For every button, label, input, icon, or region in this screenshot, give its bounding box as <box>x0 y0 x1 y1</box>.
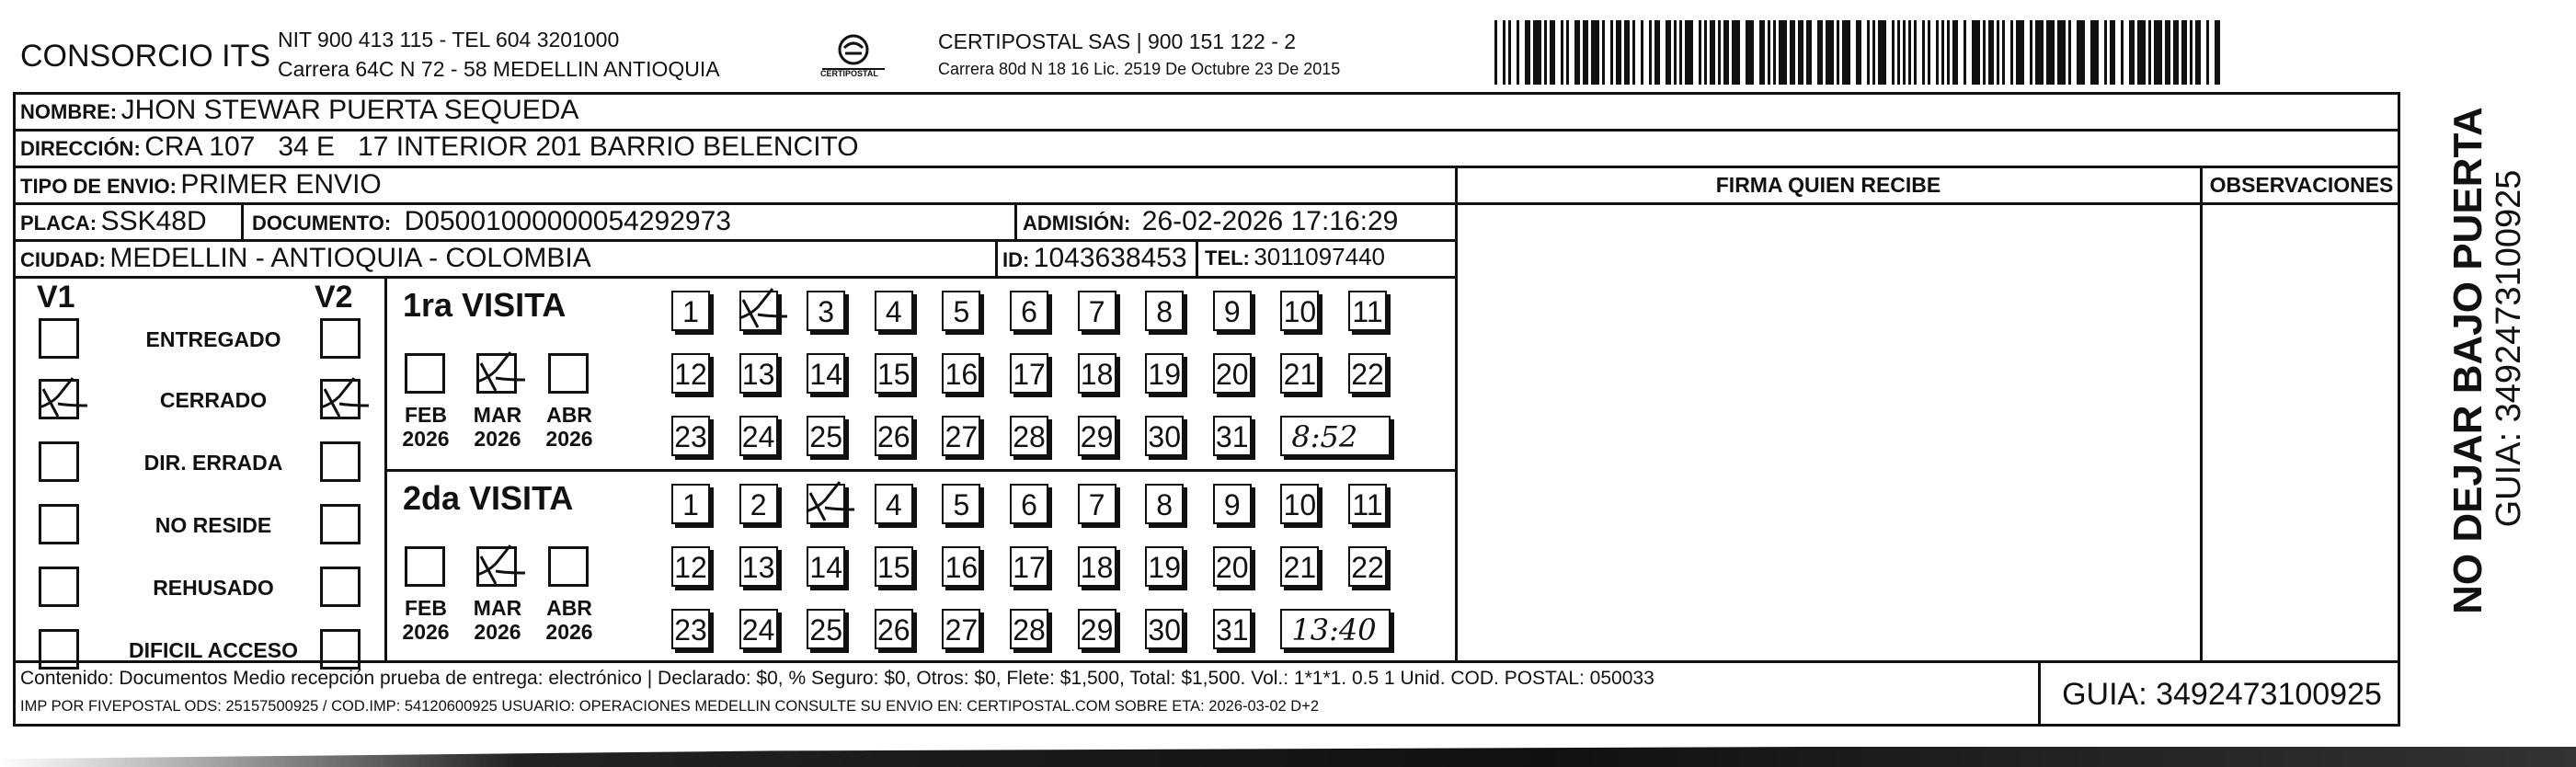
status-label: NO RESIDE <box>155 513 272 537</box>
barcode-bar <box>1947 20 1950 85</box>
barcode-bar <box>1666 20 1671 85</box>
direccion-value: CRA 107 34 E 17 INTERIOR 201 BARRIO BELENCITO <box>144 132 859 162</box>
documento-label: DOCUMENTO: <box>252 212 392 235</box>
first-visit-day-box[interactable]: 1 <box>671 291 710 331</box>
barcode-bar <box>1533 20 1541 85</box>
barcode-bar <box>1817 20 1823 85</box>
status-label: DIFICIL ACCESO <box>128 638 298 662</box>
second-visit-day-box[interactable]: 18 <box>1078 546 1116 587</box>
barcode-bar <box>1903 20 1906 85</box>
barcode-bar <box>1914 20 1917 85</box>
check-mark-icon <box>38 376 89 420</box>
barcode-bar <box>2030 20 2032 85</box>
barcode-bar <box>1779 20 1787 85</box>
barcode-bar <box>1878 20 1886 85</box>
barcode-bar <box>1544 20 1547 85</box>
second-visit-day-box[interactable]: 28 <box>1010 609 1048 649</box>
status-label: DIR. ERRADA <box>143 451 283 475</box>
barcode-bar <box>1806 20 1812 85</box>
first-visit-day-box[interactable]: 21 <box>1280 353 1319 394</box>
placa-field <box>20 208 207 235</box>
barcode-bar <box>1723 20 1729 85</box>
side-text <box>2410 92 2528 644</box>
barcode-bar <box>1508 20 1511 85</box>
barcode-bar <box>1908 20 1911 85</box>
barcode-bar <box>1922 20 1925 85</box>
first-visit-day-box[interactable]: 6 <box>1010 291 1048 331</box>
barcode-bar <box>2090 20 2099 85</box>
barcode-bar <box>2057 20 2066 85</box>
barcode-bar <box>2068 20 2071 85</box>
barcode-bar <box>2046 20 2055 85</box>
barcode-bar <box>1790 20 1795 85</box>
barcode-bar <box>1632 20 1635 85</box>
v1-status-checkbox[interactable] <box>39 379 79 419</box>
barcode-bar <box>2035 20 2044 85</box>
footer-imp: IMP POR FIVEPOSTAL ODS: 25157500925 / COD.IMP: 54120600925 USUARIO: OPERACIONES MEDELLIN CONSULTE SU ENVIO EN: CERTIPOSTAL.COM SOBRE ETA: 2026-03-02 D+2 <box>20 698 1320 715</box>
tipo-value: PRIMER ENVIO <box>180 169 382 200</box>
first-visit-day-box[interactable]: 25 <box>807 416 845 456</box>
second-visit-day-box[interactable]: 7 <box>1078 484 1116 524</box>
barcode-bar <box>2148 20 2151 85</box>
first-visit-day-box[interactable]: 17 <box>1010 353 1048 394</box>
second-visit-day-box[interactable]: 11 <box>1348 484 1387 524</box>
barcode-bar <box>2077 20 2085 85</box>
admision-field <box>1023 208 1398 235</box>
barcode-bar <box>1718 20 1721 85</box>
first-visit-day-box[interactable]: 8 <box>1145 291 1184 331</box>
check-mark-icon <box>805 480 856 524</box>
company-nit: NIT 900 413 115 - TEL 604 3201000 <box>278 28 620 52</box>
second-visit-day-box[interactable]: 6 <box>1010 484 1048 524</box>
ciudad-value: MEDELLIN - ANTIOQUIA - COLOMBIA <box>109 243 591 273</box>
v1-status-checkbox[interactable] <box>39 504 79 544</box>
barcode-bar <box>1988 20 1994 85</box>
tel-label: TEL: <box>1205 246 1250 269</box>
second-visit-day-box[interactable]: 2 <box>739 484 778 524</box>
barcode-bar <box>2173 20 2179 85</box>
first-visit-day-box[interactable]: 3 <box>807 291 845 331</box>
second-visit-day-box[interactable]: 30 <box>1145 609 1184 649</box>
second-visit-day-box[interactable]: 26 <box>875 609 913 649</box>
logo-text: CERTIPOSTAL <box>820 69 878 78</box>
placa-value: SSK48D <box>100 206 207 236</box>
first-visit-month-label: MAR 2026 <box>473 403 522 452</box>
first-visit-day-box[interactable]: 22 <box>1348 353 1387 394</box>
barcode-bar <box>1897 20 1900 85</box>
direccion-label: DIRECCIÓN: <box>20 137 141 160</box>
first-visit-day-box[interactable]: 15 <box>875 353 913 394</box>
company-address: Carrera 64C N 72 - 58 MEDELLIN ANTIOQUIA <box>278 57 720 81</box>
barcode-bar <box>2154 20 2162 85</box>
check-mark-icon <box>319 376 371 420</box>
barcode-bar <box>2181 20 2187 85</box>
second-visit-day-box[interactable]: 20 <box>1213 546 1252 587</box>
v2-status-checkbox[interactable] <box>320 567 361 607</box>
scan-shadow <box>0 747 2576 767</box>
barcode-bar <box>1561 20 1563 85</box>
guia-vertical: GUIA: 3492473100925 <box>2490 169 2528 528</box>
barcode-bar <box>1983 20 1986 85</box>
placa-label: PLACA: <box>20 212 97 235</box>
first-visit-day-box[interactable]: 19 <box>1145 353 1184 394</box>
barcode-bar <box>1574 20 1580 85</box>
certipostal-logo <box>817 33 890 83</box>
first-visit-day-box[interactable]: 10 <box>1280 291 1319 331</box>
barcode-bar <box>1952 20 1958 85</box>
v2-status-checkbox[interactable] <box>320 629 361 670</box>
barcode-bar <box>1494 20 1497 85</box>
v1-status-checkbox[interactable] <box>39 567 79 607</box>
barcode-bar <box>1872 20 1875 85</box>
barcode-bar <box>1842 20 1850 85</box>
license-line: Carrera 80d N 18 16 Lic. 2519 De Octubre 23 De 2015 <box>938 60 1341 78</box>
direccion-field <box>20 133 859 161</box>
first-visit-day-box[interactable]: 14 <box>807 353 845 394</box>
first-visit-month-label: ABR 2026 <box>545 403 593 452</box>
barcode-bar <box>1654 20 1660 85</box>
barcode-bar <box>2110 20 2115 85</box>
barcode-bar <box>1798 20 1803 85</box>
first-visit-day-box[interactable]: 7 <box>1078 291 1116 331</box>
barcode-bar <box>2121 20 2124 85</box>
second-visit-day-box[interactable]: 25 <box>807 609 845 649</box>
barcode-bar <box>2016 20 2024 85</box>
barcode <box>1494 20 2230 85</box>
barcode-bar <box>1867 20 1870 85</box>
v1-status-checkbox[interactable] <box>39 318 79 359</box>
v1-status-checkbox[interactable] <box>39 629 79 670</box>
barcode-bar <box>1936 20 1939 85</box>
second-visit-day-box[interactable] <box>807 484 845 524</box>
first-visit-day-box[interactable]: 23 <box>671 416 710 456</box>
barcode-bar <box>1624 20 1630 85</box>
status-label: ENTREGADO <box>145 327 281 351</box>
first-visit-day-box[interactable]: 4 <box>875 291 913 331</box>
second-visit-month-label: MAR 2026 <box>473 596 522 645</box>
second-visit-day-box[interactable]: 21 <box>1280 546 1319 587</box>
tipo-field <box>20 171 382 199</box>
second-visit-day-box[interactable]: 1 <box>671 484 710 524</box>
second-visit-day-box[interactable]: 12 <box>671 546 710 587</box>
barcode-bar <box>1550 20 1555 85</box>
second-visit-day-box[interactable]: 24 <box>739 609 778 649</box>
second-visit-day-box[interactable]: 9 <box>1213 484 1252 524</box>
barcode-bar <box>2195 20 2201 85</box>
barcode-bar <box>1517 20 1519 85</box>
barcode-bar <box>2129 20 2135 85</box>
second-visit-day-box[interactable]: 31 <box>1213 609 1252 649</box>
barcode-bar <box>1732 20 1740 85</box>
check-mark-icon <box>475 350 527 395</box>
barcode-bar <box>1759 20 1765 85</box>
barcode-bar <box>1641 20 1643 85</box>
barcode-bar <box>2137 20 2146 85</box>
first-visit-day-box[interactable]: 26 <box>875 416 913 456</box>
barcode-bar <box>2190 20 2192 85</box>
admision-value: 26-02-2026 17:16:29 <box>1141 206 1399 236</box>
status-label: REHUSADO <box>153 576 274 600</box>
second-visit-month-checkbox[interactable] <box>548 546 589 587</box>
barcode-bar <box>1892 20 1895 85</box>
barcode-bar <box>1685 20 1693 85</box>
barcode-bar <box>1525 20 1530 85</box>
second-visit-day-box[interactable]: 19 <box>1145 546 1184 587</box>
id-field <box>1002 245 1187 272</box>
barcode-bar <box>2165 20 2170 85</box>
v2-status-checkbox[interactable] <box>320 379 361 419</box>
barcode-bar <box>1746 20 1754 85</box>
id-value: 1043638453 <box>1033 243 1187 273</box>
second-visit-day-box[interactable]: 22 <box>1348 546 1387 587</box>
tel-value: 3011097440 <box>1254 243 1386 270</box>
check-mark-icon <box>738 287 789 331</box>
documento-field <box>252 208 731 235</box>
v2-label: V2 <box>315 280 353 315</box>
barcode-bar <box>1768 20 1770 85</box>
first-visit-day-box[interactable]: 28 <box>1010 416 1048 456</box>
nombre-label: NOMBRE: <box>20 100 118 123</box>
ciudad-field <box>20 245 591 272</box>
first-visit-month-checkbox[interactable] <box>405 353 445 394</box>
company-name: CONSORCIO ITS <box>20 39 271 74</box>
barcode-bar <box>1941 20 1944 85</box>
barcode-bar <box>1616 20 1621 85</box>
barcode-bar <box>2215 20 2220 85</box>
barcode-bar <box>1826 20 1834 85</box>
barcode-bar <box>1649 20 1652 85</box>
barcode-bar <box>1503 20 1506 85</box>
first-visit-day-box[interactable]: 27 <box>942 416 980 456</box>
barcode-bar <box>1837 20 1839 85</box>
barcode-bar <box>1856 20 1861 85</box>
second-visit-day-box[interactable]: 16 <box>942 546 980 587</box>
first-visit-day-box[interactable]: 29 <box>1078 416 1116 456</box>
first-visit-time-box[interactable]: 8:52 <box>1280 416 1391 456</box>
first-visit-day-box[interactable]: 24 <box>739 416 778 456</box>
ciudad-label: CIUDAD: <box>20 248 106 271</box>
second-visit-day-box[interactable]: 10 <box>1280 484 1319 524</box>
second-visit-day-box[interactable]: 8 <box>1145 484 1184 524</box>
barcode-bar <box>1674 20 1677 85</box>
first-visit-day-box[interactable]: 12 <box>671 353 710 394</box>
barcode-bar <box>1928 20 1930 85</box>
no-dejar-warning: NO DEJAR BAJO PUERTA <box>2445 107 2490 614</box>
first-visit-day-box[interactable]: 30 <box>1145 416 1184 456</box>
barcode-bar <box>2104 20 2107 85</box>
barcode-bar <box>1602 20 1605 85</box>
check-mark-icon <box>475 544 527 588</box>
barcode-bar <box>1699 20 1701 85</box>
firma-header: FIRMA QUIEN RECIBE <box>1715 173 1941 197</box>
id-label: ID: <box>1002 248 1030 271</box>
first-visit-day-box[interactable]: 18 <box>1078 353 1116 394</box>
first-visit-month-checkbox[interactable] <box>548 353 589 394</box>
second-visit-day-box[interactable]: 4 <box>875 484 913 524</box>
second-visit-day-box[interactable]: 15 <box>875 546 913 587</box>
second-visit-month-checkbox[interactable] <box>476 546 517 587</box>
status-label: CERRADO <box>159 388 268 412</box>
second-visit-day-box[interactable]: 13 <box>739 546 778 587</box>
first-visit-day-box[interactable]: 13 <box>739 353 778 394</box>
first-visit-day-box[interactable] <box>739 291 778 331</box>
admision-label: ADMISIÓN: <box>1023 212 1131 235</box>
second-visit-day-box[interactable]: 23 <box>671 609 710 649</box>
barcode-bar <box>1773 20 1776 85</box>
second-visit-month-label: ABR 2026 <box>545 596 593 645</box>
documento-value: D05001000000054292973 <box>404 206 731 236</box>
first-visit-day-box[interactable]: 31 <box>1213 416 1252 456</box>
barcode-bar <box>1610 20 1613 85</box>
barcode-bar <box>1710 20 1715 85</box>
first-visit-month-checkbox[interactable] <box>476 353 517 394</box>
footer-contenido: Contenido: Documentos Medio recepción prueba de entrega: electrónico | Declarado: $0, % Seguro: $0, Otros: $0, Flete: $1,500, Total: $1,500. Vol.: 1*1*1. 0.5 1 Unid. COD. POSTAL: 050033 <box>20 668 1654 689</box>
footer-guia: GUIA: 3492473100925 <box>2062 677 2382 712</box>
barcode-bar <box>1566 20 1569 85</box>
second-visit-day-box[interactable]: 5 <box>942 484 980 524</box>
second-visit-month-label: FEB 2026 <box>402 596 450 645</box>
barcode-bar <box>1963 20 1966 85</box>
v1-status-checkbox[interactable] <box>39 441 79 482</box>
first-visit-day-box[interactable]: 5 <box>942 291 980 331</box>
barcode-bar <box>2010 20 2013 85</box>
second-visit-day-box[interactable]: 29 <box>1078 609 1116 649</box>
second-visit-time-box[interactable]: 13:40 <box>1280 609 1391 649</box>
v1-label: V1 <box>37 280 75 315</box>
barcode-bar <box>1704 20 1707 85</box>
first-visit-day-box[interactable]: 9 <box>1213 291 1252 331</box>
first-visit-day-box[interactable]: 20 <box>1213 353 1252 394</box>
barcode-bar <box>2002 20 2005 85</box>
v2-status-checkbox[interactable] <box>320 504 361 544</box>
second-visit-day-box[interactable]: 27 <box>942 609 980 649</box>
second-visit-title: 2da VISITA <box>403 479 574 517</box>
second-visit-day-box[interactable]: 14 <box>807 546 845 587</box>
tel-field <box>1205 245 1385 269</box>
observaciones-header: OBSERVACIONES <box>2209 173 2394 197</box>
certipostal-line: CERTIPOSTAL SAS | 900 151 122 - 2 <box>938 29 1297 53</box>
barcode-bar <box>2206 20 2209 85</box>
nombre-field <box>20 97 578 124</box>
tipo-label: TIPO DE ENVIO: <box>20 175 177 198</box>
barcode-bar <box>1997 20 1999 85</box>
nombre-value: JHON STEWAR PUERTA SEQUEDA <box>120 95 579 125</box>
barcode-bar <box>1591 20 1599 85</box>
barcode-bar <box>1972 20 1980 85</box>
second-visit-month-checkbox[interactable] <box>405 546 445 587</box>
second-visit-day-box[interactable]: 17 <box>1010 546 1048 587</box>
barcode-bar <box>1583 20 1588 85</box>
first-visit-title: 1ra VISITA <box>403 286 567 324</box>
first-visit-month-label: FEB 2026 <box>402 403 450 452</box>
barcode-bar <box>1679 20 1682 85</box>
v2-status-checkbox[interactable] <box>320 318 361 359</box>
v2-status-checkbox[interactable] <box>320 441 361 482</box>
first-visit-day-box[interactable]: 11 <box>1348 291 1387 331</box>
first-visit-day-box[interactable]: 16 <box>942 353 980 394</box>
